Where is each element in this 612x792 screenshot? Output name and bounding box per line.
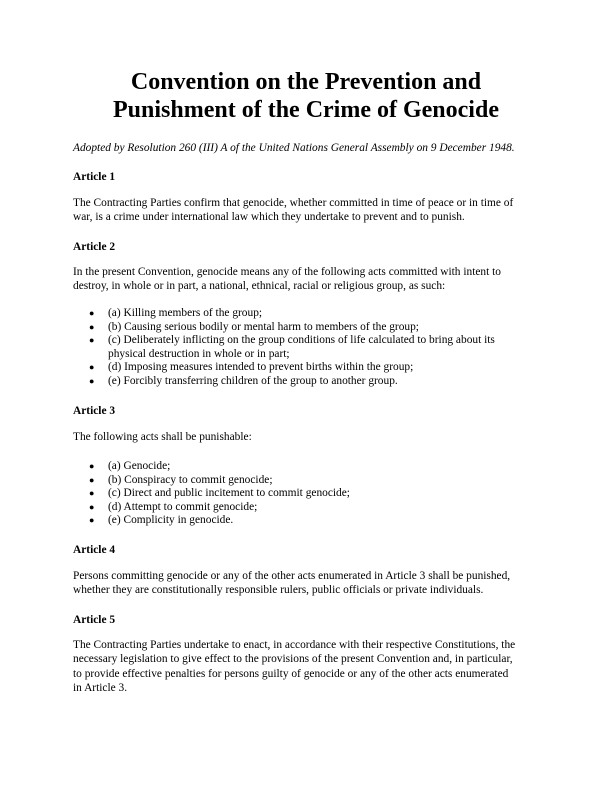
article-5-heading: Article 5 bbox=[73, 614, 116, 626]
list-item bbox=[73, 334, 543, 361]
list-item-text: (d) Imposing measures intended to prevent births within the group; bbox=[108, 361, 414, 374]
list-item bbox=[73, 501, 543, 515]
article-3-text bbox=[73, 430, 543, 444]
list-item-text: physical destruction in whole or in part; bbox=[108, 347, 290, 360]
article-4-text bbox=[73, 569, 543, 598]
text-line: war, is a crime under international law which they undertake to prevent and to punish. bbox=[73, 211, 465, 224]
article-3-list bbox=[73, 460, 543, 528]
bullet-icon: ● bbox=[89, 362, 95, 373]
bullet-icon: ● bbox=[89, 335, 95, 346]
text-line: In the present Convention, genocide means any of the following acts committed with intent to bbox=[73, 266, 501, 278]
article-2-heading: Article 2 bbox=[73, 241, 116, 253]
title-line-2: Punishment of the Crime of Genocide bbox=[113, 97, 499, 123]
text-line: destroy, in whole or in part, a national, ethnical, racial or religious group, as such: bbox=[73, 280, 446, 293]
adoption-note: Adopted by Resolution 260 (III) A of the United Nations General Assembly on 9 December 1948. bbox=[73, 142, 515, 154]
bullet-icon: ● bbox=[89, 321, 95, 332]
title-line-1: Convention on the Prevention and bbox=[130, 69, 482, 95]
list-item bbox=[73, 307, 543, 321]
article-1-heading: Article 1 bbox=[73, 171, 116, 183]
list-item bbox=[73, 514, 543, 528]
bullet-icon: ● bbox=[89, 461, 95, 471]
text-line: to provide effective penalties for persons guilty of genocide or any of the other acts enumerated bbox=[73, 667, 509, 680]
bullet-icon: ● bbox=[89, 474, 95, 485]
article-2-text bbox=[73, 265, 543, 294]
list-item-text: (e) Forcibly transferring children of the group to another group. bbox=[108, 374, 398, 387]
text-line: Persons committing genocide or any of the other acts enumerated in Article 3 shall be punished, bbox=[73, 570, 511, 582]
bullet-icon: ● bbox=[89, 501, 95, 512]
list-item bbox=[73, 460, 543, 474]
article-2-list bbox=[73, 307, 543, 389]
bullet-icon: ● bbox=[89, 488, 95, 499]
bullet-icon: ● bbox=[89, 515, 95, 526]
text-line: The following acts shall be punishable: bbox=[73, 431, 252, 443]
bullet-icon: ● bbox=[89, 308, 95, 318]
article-3-heading: Article 3 bbox=[73, 405, 116, 417]
document-title bbox=[60, 68, 552, 124]
list-item-text: (a) Genocide; bbox=[108, 460, 171, 472]
list-item bbox=[73, 487, 543, 501]
article-5-text bbox=[73, 638, 543, 696]
list-item-text: (e) Complicity in genocide. bbox=[108, 514, 234, 527]
text-line: The Contracting Parties confirm that genocide, whether committed in time of peace or in time of bbox=[73, 197, 514, 209]
text-line: The Contracting Parties undertake to enact, in accordance with their respective Constitutions, the bbox=[73, 639, 516, 651]
list-item-text: (c) Direct and public incitement to commit genocide; bbox=[108, 487, 350, 500]
list-item-text: (b) Causing serious bodily or mental harm to members of the group; bbox=[108, 320, 419, 333]
list-item-text: (b) Conspiracy to commit genocide; bbox=[108, 473, 273, 486]
list-item bbox=[73, 361, 543, 375]
text-line: necessary legislation to give effect to the provisions of the present Convention and, in particular, bbox=[73, 653, 513, 666]
text-line: whether they are constitutionally responsible rulers, public officials or private individuals. bbox=[73, 584, 484, 597]
list-item-text: (d) Attempt to commit genocide; bbox=[108, 500, 258, 513]
list-item bbox=[73, 474, 543, 488]
list-item-text: (a) Killing members of the group; bbox=[108, 307, 263, 319]
article-4-heading: Article 4 bbox=[73, 544, 116, 556]
list-item bbox=[73, 321, 543, 335]
article-1-text bbox=[73, 196, 543, 225]
list-item-text: (c) Deliberately inflicting on the group conditions of life calculated to bring about its bbox=[108, 334, 495, 347]
bullet-icon: ● bbox=[89, 375, 95, 386]
list-item bbox=[73, 375, 543, 389]
text-line: in Article 3. bbox=[73, 682, 128, 695]
